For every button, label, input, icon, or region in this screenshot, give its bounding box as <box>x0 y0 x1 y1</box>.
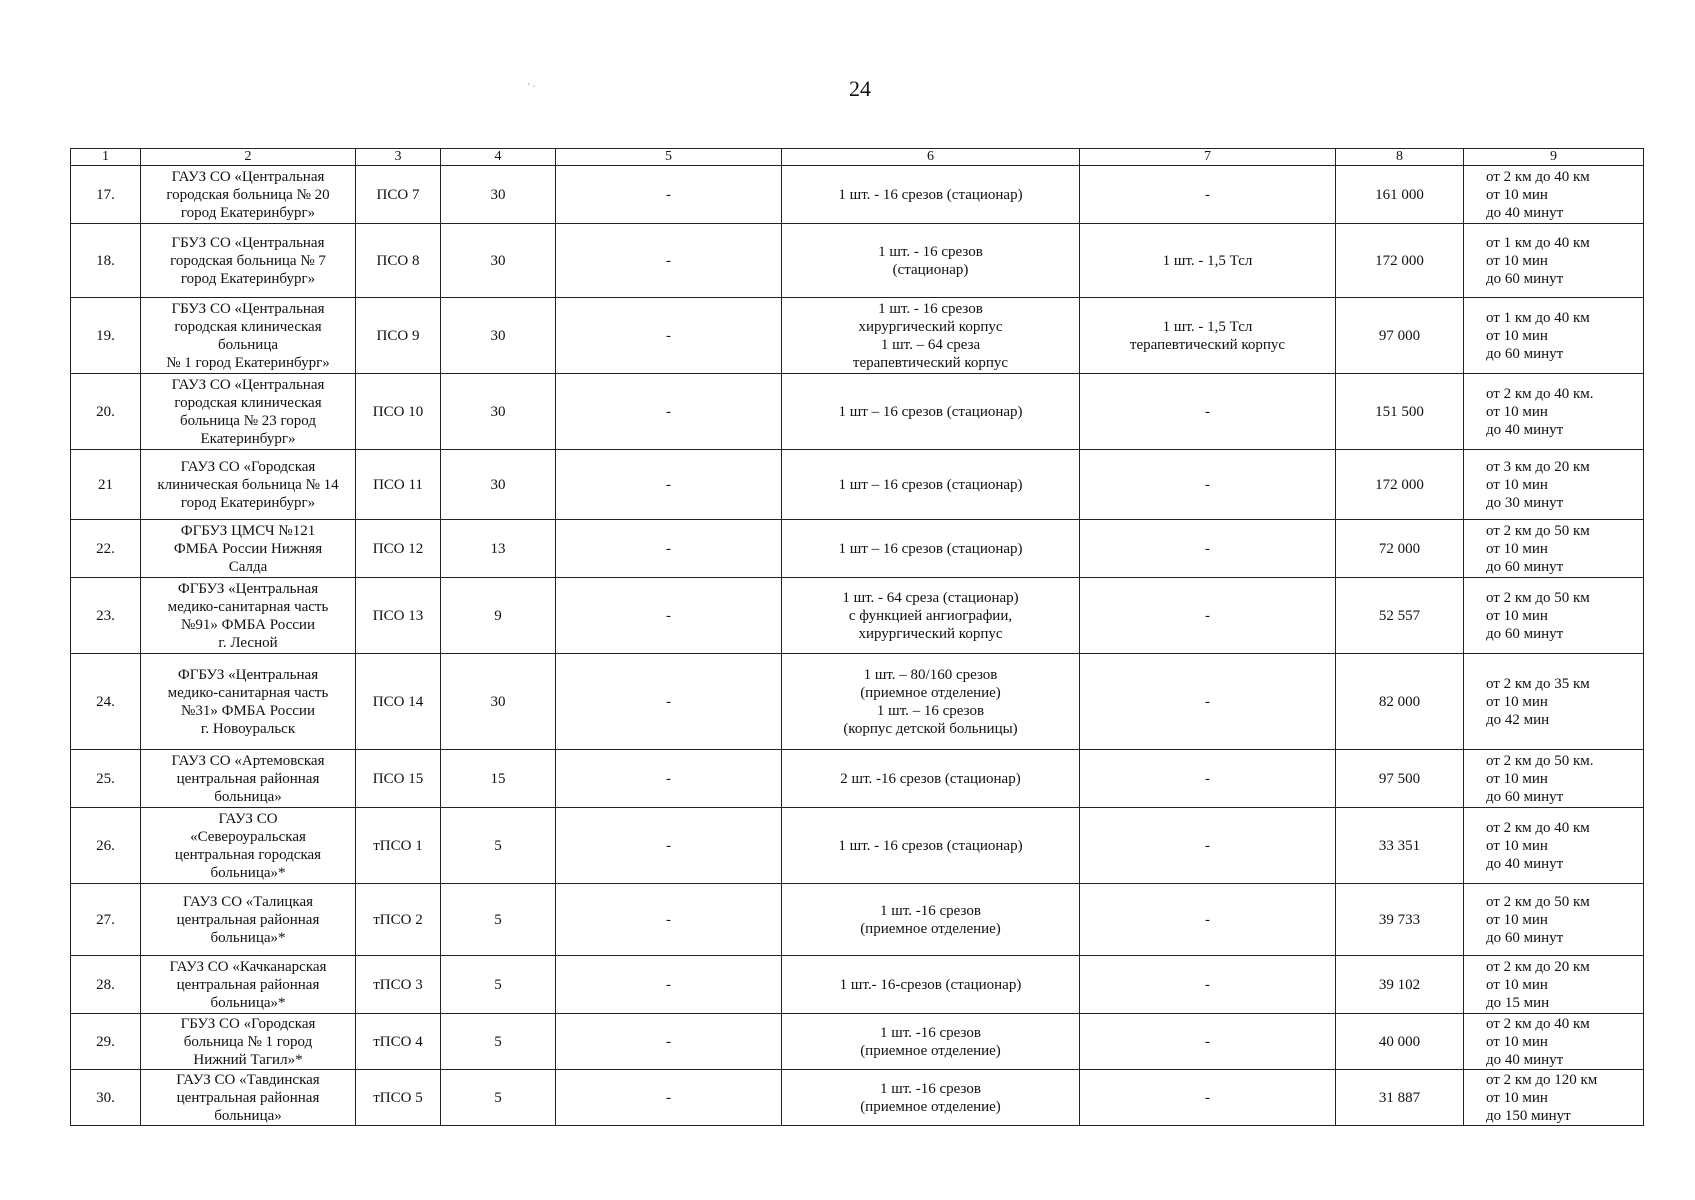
column-header: 7 <box>1080 149 1336 166</box>
table-row <box>71 450 1644 520</box>
page-number: 24 <box>849 76 871 101</box>
beds-count: 13 <box>441 520 556 578</box>
column-5-value: - <box>556 520 782 578</box>
column-header: 6 <box>782 149 1080 166</box>
mri-info: 1 шт. - 1,5 Тсл <box>1080 224 1336 298</box>
organization-name: ФГБУЗ «Центральная медико-санитарная часть №91» ФМБА России г. Лесной <box>141 578 356 654</box>
column-5-value: - <box>556 298 782 374</box>
center-code: ПСО 9 <box>356 298 441 374</box>
mri-info: - <box>1080 450 1336 520</box>
organization-name: ГАУЗ СО «Центральная городская больница № 20 город Екатеринбург» <box>141 166 356 224</box>
organization-name: ГАУЗ СО «Тавдинская центральная районная больница» <box>141 1070 356 1126</box>
ct-scanner-info: 1 шт. - 16 срезов (стационар) <box>782 224 1080 298</box>
population-served: 40 000 <box>1336 1014 1464 1070</box>
column-5-value: - <box>556 808 782 884</box>
population-served: 39 733 <box>1336 884 1464 956</box>
table-row <box>71 654 1644 750</box>
beds-count: 30 <box>441 450 556 520</box>
center-code: ПСО 11 <box>356 450 441 520</box>
ct-scanner-info: 1 шт. -16 срезов (приемное отделение) <box>782 884 1080 956</box>
distance-time-info: от 2 км до 40 км от 10 мин до 40 минут <box>1464 1014 1644 1070</box>
center-code: тПСО 5 <box>356 1070 441 1126</box>
ct-scanner-info: 1 шт.- 16-срезов (стационар) <box>782 956 1080 1014</box>
column-5-value: - <box>556 166 782 224</box>
column-header: 3 <box>356 149 441 166</box>
distance-time-info: от 2 км до 50 км от 10 мин до 60 минут <box>1464 578 1644 654</box>
distance-time-info: от 1 км до 40 км от 10 мин до 60 минут <box>1464 298 1644 374</box>
distance-time-info: от 2 км до 50 км от 10 мин до 60 минут <box>1464 884 1644 956</box>
beds-count: 5 <box>441 808 556 884</box>
table-row <box>71 1014 1644 1070</box>
table-row <box>71 884 1644 956</box>
beds-count: 5 <box>441 1070 556 1126</box>
row-number: 21 <box>71 450 141 520</box>
mri-info: - <box>1080 374 1336 450</box>
row-number: 22. <box>71 520 141 578</box>
population-served: 33 351 <box>1336 808 1464 884</box>
organization-name: ГАУЗ СО «Талицкая центральная районная больница»* <box>141 884 356 956</box>
population-served: 97 000 <box>1336 298 1464 374</box>
distance-time-info: от 2 км до 20 км от 10 мин до 15 мин <box>1464 956 1644 1014</box>
distance-time-info: от 3 км до 20 км от 10 мин до 30 минут <box>1464 450 1644 520</box>
population-served: 97 500 <box>1336 750 1464 808</box>
mri-info: 1 шт. - 1,5 Тсл терапевтический корпус <box>1080 298 1336 374</box>
row-number: 26. <box>71 808 141 884</box>
row-number: 23. <box>71 578 141 654</box>
table-row <box>71 374 1644 450</box>
organization-name: ГАУЗ СО «Артемовская центральная районная больница» <box>141 750 356 808</box>
column-5-value: - <box>556 750 782 808</box>
column-5-value: - <box>556 578 782 654</box>
center-code: ПСО 12 <box>356 520 441 578</box>
table-row <box>71 520 1644 578</box>
center-code: ПСО 14 <box>356 654 441 750</box>
column-header: 1 <box>71 149 141 166</box>
facility-table <box>70 148 1644 1126</box>
population-served: 172 000 <box>1336 224 1464 298</box>
beds-count: 5 <box>441 1014 556 1070</box>
column-header: 8 <box>1336 149 1464 166</box>
population-served: 52 557 <box>1336 578 1464 654</box>
distance-time-info: от 2 км до 35 км от 10 мин до 42 мин <box>1464 654 1644 750</box>
population-served: 151 500 <box>1336 374 1464 450</box>
center-code: тПСО 1 <box>356 808 441 884</box>
ct-scanner-info: 1 шт – 16 срезов (стационар) <box>782 450 1080 520</box>
column-5-value: - <box>556 1070 782 1126</box>
distance-time-info: от 2 км до 40 км. от 10 мин до 40 минут <box>1464 374 1644 450</box>
ct-scanner-info: 1 шт. - 16 срезов хирургический корпус 1 шт. – 64 среза терапевтический корпус <box>782 298 1080 374</box>
table-row <box>71 578 1644 654</box>
ct-scanner-info: 1 шт. - 16 срезов (стационар) <box>782 808 1080 884</box>
mri-info: - <box>1080 884 1336 956</box>
row-number: 25. <box>71 750 141 808</box>
table-row <box>71 166 1644 224</box>
ct-scanner-info: 2 шт. -16 срезов (стационар) <box>782 750 1080 808</box>
center-code: ПСО 7 <box>356 166 441 224</box>
beds-count: 15 <box>441 750 556 808</box>
beds-count: 30 <box>441 298 556 374</box>
population-served: 82 000 <box>1336 654 1464 750</box>
row-number: 17. <box>71 166 141 224</box>
center-code: тПСО 3 <box>356 956 441 1014</box>
column-5-value: - <box>556 1014 782 1070</box>
table-row <box>71 808 1644 884</box>
beds-count: 30 <box>441 374 556 450</box>
organization-name: ГБУЗ СО «Городская больница № 1 город Нижний Тагил»* <box>141 1014 356 1070</box>
row-number: 18. <box>71 224 141 298</box>
distance-time-info: от 2 км до 40 км от 10 мин до 40 минут <box>1464 166 1644 224</box>
ct-scanner-info: 1 шт. – 80/160 срезов (приемное отделение) 1 шт. – 16 срезов (корпус детской больницы) <box>782 654 1080 750</box>
mri-info: - <box>1080 578 1336 654</box>
column-5-value: - <box>556 374 782 450</box>
mri-info: - <box>1080 654 1336 750</box>
organization-name: ФГБУЗ ЦМСЧ №121 ФМБА России Нижняя Салда <box>141 520 356 578</box>
ct-scanner-info: 1 шт. -16 срезов (приемное отделение) <box>782 1014 1080 1070</box>
ct-scanner-info: 1 шт. - 64 среза (стационар) с функцией ангиографии, хирургический корпус <box>782 578 1080 654</box>
column-header: 2 <box>141 149 356 166</box>
mri-info: - <box>1080 1014 1336 1070</box>
mri-info: - <box>1080 956 1336 1014</box>
beds-count: 5 <box>441 884 556 956</box>
mri-info: - <box>1080 1070 1336 1126</box>
ct-scanner-info: 1 шт. - 16 срезов (стационар) <box>782 166 1080 224</box>
mri-info: - <box>1080 750 1336 808</box>
row-number: 24. <box>71 654 141 750</box>
population-served: 31 887 <box>1336 1070 1464 1126</box>
population-served: 172 000 <box>1336 450 1464 520</box>
mri-info: - <box>1080 520 1336 578</box>
row-number: 20. <box>71 374 141 450</box>
table-row <box>71 224 1644 298</box>
table-row <box>71 956 1644 1014</box>
column-5-value: - <box>556 450 782 520</box>
organization-name: ГБУЗ СО «Центральная городская клиническая больница № 1 город Екатеринбург» <box>141 298 356 374</box>
organization-name: ФГБУЗ «Центральная медико-санитарная часть №31» ФМБА России г. Новоуральск <box>141 654 356 750</box>
beds-count: 30 <box>441 654 556 750</box>
distance-time-info: от 2 км до 40 км от 10 мин до 40 минут <box>1464 808 1644 884</box>
ct-scanner-info: 1 шт – 16 срезов (стационар) <box>782 374 1080 450</box>
table-row <box>71 1070 1644 1126</box>
center-code: ПСО 13 <box>356 578 441 654</box>
row-number: 28. <box>71 956 141 1014</box>
row-number: 19. <box>71 298 141 374</box>
beds-count: 5 <box>441 956 556 1014</box>
column-number-row <box>71 149 1644 166</box>
distance-time-info: от 2 км до 50 км. от 10 мин до 60 минут <box>1464 750 1644 808</box>
row-number: 27. <box>71 884 141 956</box>
organization-name: ГАУЗ СО «Качканарская центральная районная больница»* <box>141 956 356 1014</box>
organization-name: ГАУЗ СО «Североуральская центральная городская больница»* <box>141 808 356 884</box>
beds-count: 9 <box>441 578 556 654</box>
column-header: 4 <box>441 149 556 166</box>
column-5-value: - <box>556 884 782 956</box>
population-served: 39 102 <box>1336 956 1464 1014</box>
center-code: ПСО 10 <box>356 374 441 450</box>
ct-scanner-info: 1 шт – 16 срезов (стационар) <box>782 520 1080 578</box>
center-code: тПСО 2 <box>356 884 441 956</box>
center-code: тПСО 4 <box>356 1014 441 1070</box>
organization-name: ГАУЗ СО «Центральная городская клиническая больница № 23 город Екатеринбург» <box>141 374 356 450</box>
beds-count: 30 <box>441 224 556 298</box>
distance-time-info: от 2 км до 50 км от 10 мин до 60 минут <box>1464 520 1644 578</box>
column-header: 5 <box>556 149 782 166</box>
population-served: 161 000 <box>1336 166 1464 224</box>
row-number: 29. <box>71 1014 141 1070</box>
population-served: 72 000 <box>1336 520 1464 578</box>
column-5-value: - <box>556 956 782 1014</box>
column-header: 9 <box>1464 149 1644 166</box>
table-row <box>71 750 1644 808</box>
mri-info: - <box>1080 166 1336 224</box>
organization-name: ГБУЗ СО «Центральная городская больница № 7 город Екатеринбург» <box>141 224 356 298</box>
organization-name: ГАУЗ СО «Городская клиническая больница № 14 город Екатеринбург» <box>141 450 356 520</box>
center-code: ПСО 8 <box>356 224 441 298</box>
scan-artifact: ' · <box>528 82 536 93</box>
distance-time-info: от 2 км до 120 км от 10 мин до 150 минут <box>1464 1070 1644 1126</box>
mri-info: - <box>1080 808 1336 884</box>
column-5-value: - <box>556 224 782 298</box>
center-code: ПСО 15 <box>356 750 441 808</box>
distance-time-info: от 1 км до 40 км от 10 мин до 60 минут <box>1464 224 1644 298</box>
row-number: 30. <box>71 1070 141 1126</box>
ct-scanner-info: 1 шт. -16 срезов (приемное отделение) <box>782 1070 1080 1126</box>
table-row <box>71 298 1644 374</box>
beds-count: 30 <box>441 166 556 224</box>
column-5-value: - <box>556 654 782 750</box>
